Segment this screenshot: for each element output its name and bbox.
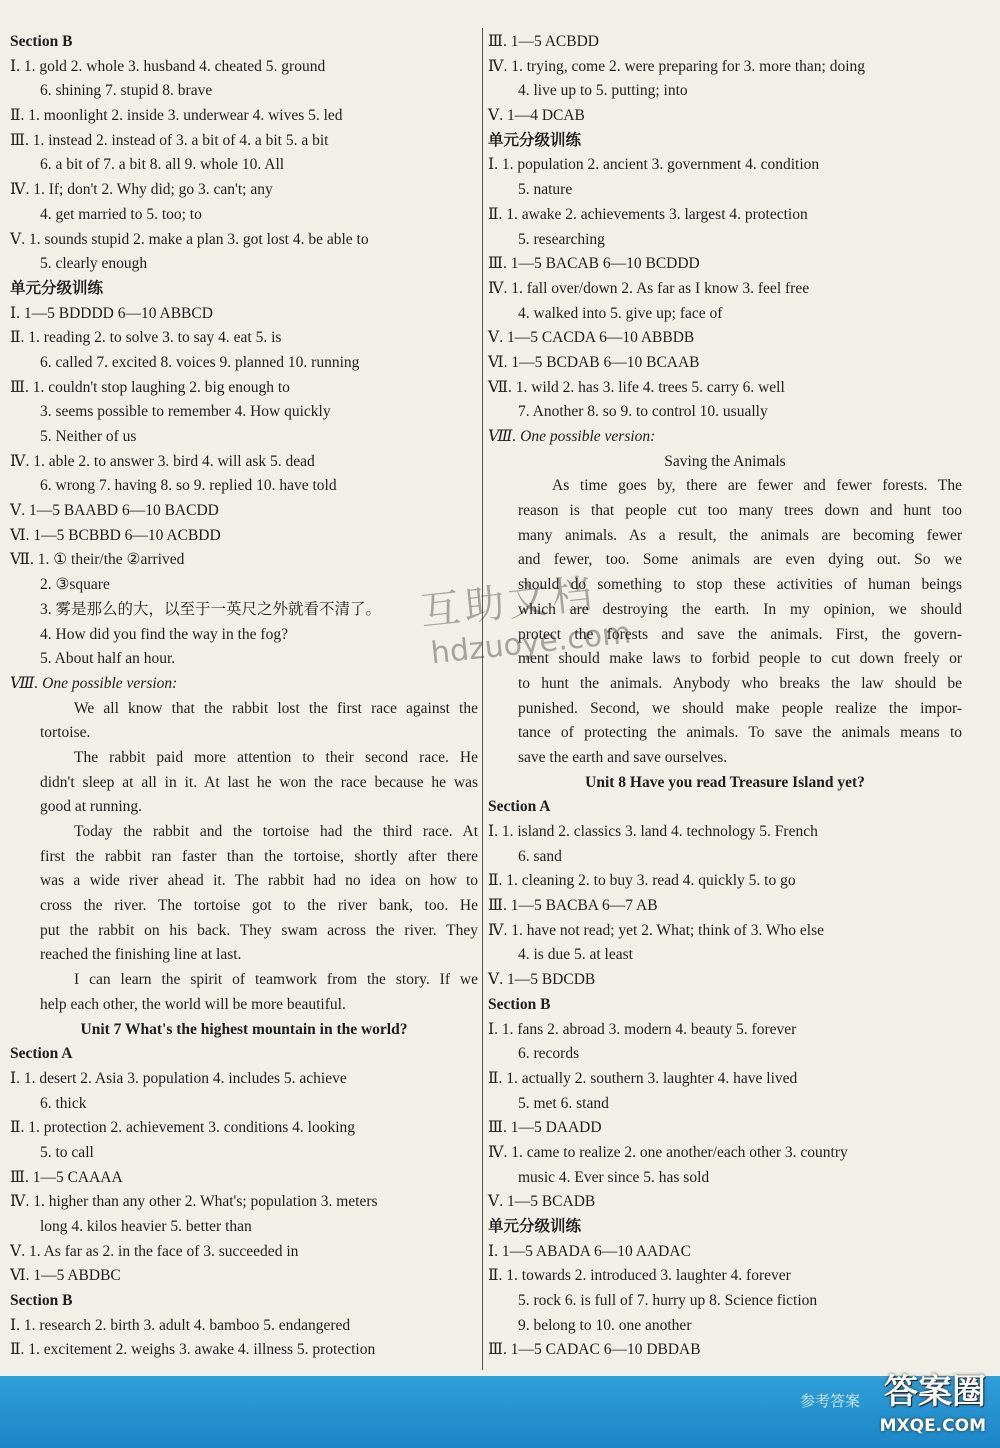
left-line: Ⅳ. 1. If; don't 2. Why did; go 3. can't; any [10,181,273,199]
left-line: 4. get married to 5. too; to [40,205,202,223]
right-line: Ⅵ. 1—5 BCDAB 6—10 BCAAB [488,353,700,371]
left-line: Today the rabbit and the tortoise had the third race. At [74,823,478,840]
left-line: help each other, the world will be more beautiful. [40,995,346,1013]
left-line: cross the river. The tortoise got to the river bank, too. He [40,897,478,915]
right-line: music 4. Ever since 5. has sold [518,1168,710,1186]
right-line: Ⅴ. 1—4 DCAB [488,107,585,125]
right-line: Section B [488,995,551,1013]
watermark [417,556,660,719]
right-line: Ⅳ. 1. have not read; yet 2. What; think of 3. Who else [488,921,825,939]
right-line: Ⅲ. 1—5 BACBA 6—7 AB [488,897,658,915]
right-line: As time goes by, there are fewer and fewer forests. The [552,477,962,495]
right-line: Ⅰ. 1. population 2. ancient 3. government 4. condition [488,156,820,174]
right-line: 4. is due 5. at least [518,946,633,964]
left-line: 3. 雾是那么的大，以至于一英尺之外就看不清了。 [40,600,382,618]
left-line: 5. clearly enough [40,255,148,273]
watermark-url: hdzuoye.com [429,615,633,672]
right-line: Ⅳ. 1. trying, come 2. were preparing for 3. more than; doing [488,57,866,75]
left-line: Unit 7 What's the highest mountain in the world? [80,1020,408,1038]
left-line: Ⅵ. 1—5 ABDBC [10,1267,121,1285]
left-line: good at running. [40,798,143,816]
right-line: 5. nature [518,181,573,199]
right-line: 单元分级训练 [488,1218,582,1235]
left-line: 6. called 7. excited 8. voices 9. planned 10. running [40,353,360,371]
footer-bar [0,1372,1000,1448]
right-line: to hunt the animals. Anybody who breaks the law should be [518,674,962,692]
left-column [10,30,478,1363]
right-line: Ⅴ. 1—5 BDCDB [488,971,596,989]
left-line: 单元分级训练 [10,279,104,297]
right-line: 6. sand [518,847,562,865]
left-line: Section B [10,1292,73,1310]
left-line: Ⅴ. 1. As far as 2. in the face of 3. succeeded in [10,1242,299,1260]
right-line: Ⅷ. One possible version: [488,428,656,445]
right-line: and fewer, too. Some animals are even dying out. So we [518,551,962,569]
right-line: 7. Another 8. so 9. to control 10. usually [518,403,768,421]
left-line: 6. thick [40,1094,87,1112]
left-line: The rabbit paid more attention to their second race. He [74,748,478,766]
left-line: Section A [10,1045,73,1063]
right-line: protect the forests and save the animals. First, the govern- [518,625,962,643]
right-line: punished. Second, we should make people realize the impor- [518,699,962,717]
left-line: 2. ③square [40,576,110,594]
left-line: Ⅶ. 1. ① their/the ②arrived [10,551,185,569]
right-line: Ⅳ. 1. fall over/down 2. As far as I know 3. feel free [488,279,810,297]
left-line: first the rabbit ran faster than the tortoise, shortly after there [40,847,478,865]
left-line: tortoise. [40,724,91,742]
left-line: was a wide river ahead it. The rabbit had no idea on how to [40,872,478,890]
left-line: 6. shining 7. stupid 8. brave [40,82,213,100]
right-line: 6. records [518,1045,580,1063]
left-line: Ⅲ. 1—5 CAAAA [10,1168,123,1186]
right-line: Saving the Animals [664,452,786,470]
right-line: tance of protecting the animals. To save the animals means to [518,724,962,742]
left-line: We all know that the rabbit lost the first race against the [74,699,478,717]
right-line: 4. walked into 5. give up; face of [518,304,723,322]
right-line: Ⅰ. 1. island 2. classics 3. land 4. technology 5. French [488,823,818,840]
right-line: Ⅴ. 1—5 CACDA 6—10 ABBDB [488,329,695,347]
right-line: Ⅱ. 1. awake 2. achievements 3. largest 4. protection [488,205,808,223]
right-line: 5. rock 6. is full of 7. hurry up 8. Science fiction [518,1292,818,1310]
left-line: Ⅲ. 1. couldn't stop laughing 2. big enough to [10,378,290,396]
right-line: Ⅲ. 1—5 BACAB 6—10 BCDDD [488,255,700,273]
right-line: save the earth and save ourselves. [518,748,728,766]
left-line: Ⅴ. 1—5 BAABD 6—10 BACDD [10,502,219,520]
site-logo-url: MXQE.COM [879,1416,986,1436]
left-line: Section B [10,33,73,50]
left-line: Ⅴ. 1. sounds stupid 2. make a plan 3. got lost 4. be able to [10,230,369,248]
left-line: Ⅳ. 1. able 2. to answer 3. bird 4. will ask 5. dead [10,452,315,470]
left-line: Ⅰ. 1. research 2. birth 3. adult 4. bamboo 5. endangered [10,1316,351,1334]
right-line: Ⅲ. 1—5 ACBDD [488,33,599,50]
left-line: 5. to call [40,1143,94,1161]
right-line: 5. researching [518,230,605,248]
left-line: Ⅱ. 1. reading 2. to solve 3. to say 4. eat 5. is [10,329,282,347]
left-line: Ⅱ. 1. protection 2. achievement 3. conditions 4. looking [10,1119,356,1137]
right-line: 5. met 6. stand [518,1094,609,1112]
left-line: Ⅱ. 1. excitement 2. weighs 3. awake 4. illness 5. protection [10,1341,376,1359]
left-line: Ⅱ. 1. moonlight 2. inside 3. underwear 4. wives 5. led [10,107,343,125]
right-line: Ⅲ. 1—5 CADAC 6—10 DBDAB [488,1341,701,1359]
right-line: Ⅶ. 1. wild 2. has 3. life 4. trees 5. carry 6. well [488,378,785,396]
left-line: 6. a bit of 7. a bit 8. all 9. whole 10. All [40,156,285,174]
right-line: 4. live up to 5. putting; into [518,82,688,100]
left-line: Ⅰ. 1—5 BDDDD 6—10 ABBCD [10,304,213,322]
right-line: Unit 8 Have you read Treasure Island yet? [585,773,865,791]
right-line: should do something to stop these activities of human beings [518,576,962,594]
left-line: 5. About half an hour. [40,650,176,668]
watermark-text: 互助文档 [418,570,599,636]
left-line: Ⅲ. 1. instead 2. instead of 3. a bit of 4. a bit 5. a bit [10,131,329,149]
right-line: which are destroying the earth. In my opinion, we should [518,600,962,618]
right-line: Ⅱ. 1. towards 2. introduced 3. laughter 4. forever [488,1267,791,1285]
left-line: 3. seems possible to remember 4. How quickly [40,403,331,421]
right-line: Ⅳ. 1. came to realize 2. one another/each other 3. country [488,1143,848,1161]
left-line: Ⅳ. 1. higher than any other 2. What's; population 3. meters [10,1193,378,1211]
right-line: Ⅴ. 1—5 BCADB [488,1193,596,1211]
right-line: Ⅱ. 1. actually 2. southern 3. laughter 4. have lived [488,1069,798,1087]
right-line: 9. belong to 10. one another [518,1316,692,1334]
right-line: Ⅲ. 1—5 DAADD [488,1119,602,1137]
left-line: didn't sleep at all in it. At last he won the race because he was [40,773,478,791]
right-line: Ⅰ. 1. fans 2. abroad 3. modern 4. beauty 5. forever [488,1020,797,1038]
right-line: 单元分级训练 [488,131,582,149]
right-line: reason is that people cut too many trees down and hunt too [518,502,962,520]
left-line: I can learn the spirit of teamwork from the story. If we [74,971,478,989]
site-logo: 答案圈 [884,1372,986,1412]
left-line: 5. Neither of us [40,428,137,445]
footer-label: 参考答案 [799,1392,860,1410]
left-line: reached the finishing line at last. [40,946,242,964]
right-line: many animals. As a result, the animals are becoming fewer [518,526,962,544]
left-line: 4. How did you find the way in the fog? [40,625,288,643]
left-line: Ⅵ. 1—5 BCBBD 6—10 ACBDD [10,526,221,544]
left-line: Ⅰ. 1. gold 2. whole 3. husband 4. cheated 5. ground [10,57,326,75]
left-line: long 4. kilos heavier 5. better than [40,1218,252,1235]
left-line: Ⅰ. 1. desert 2. Asia 3. population 4. includes 5. achieve [10,1069,347,1087]
left-line: 6. wrong 7. having 8. so 9. replied 10. have told [40,477,337,495]
right-line: Ⅱ. 1. cleaning 2. to buy 3. read 4. quickly 5. to go [488,872,796,890]
right-line: ment should make laws to forbid people to cut down freely or [518,650,962,668]
right-line: Section A [488,798,551,816]
left-line: Ⅷ. One possible version: [10,674,178,692]
left-line: put the rabbit on his back. They swam across the river. They [40,921,478,939]
right-line: Ⅰ. 1—5 ABADA 6—10 AADAC [488,1242,691,1260]
